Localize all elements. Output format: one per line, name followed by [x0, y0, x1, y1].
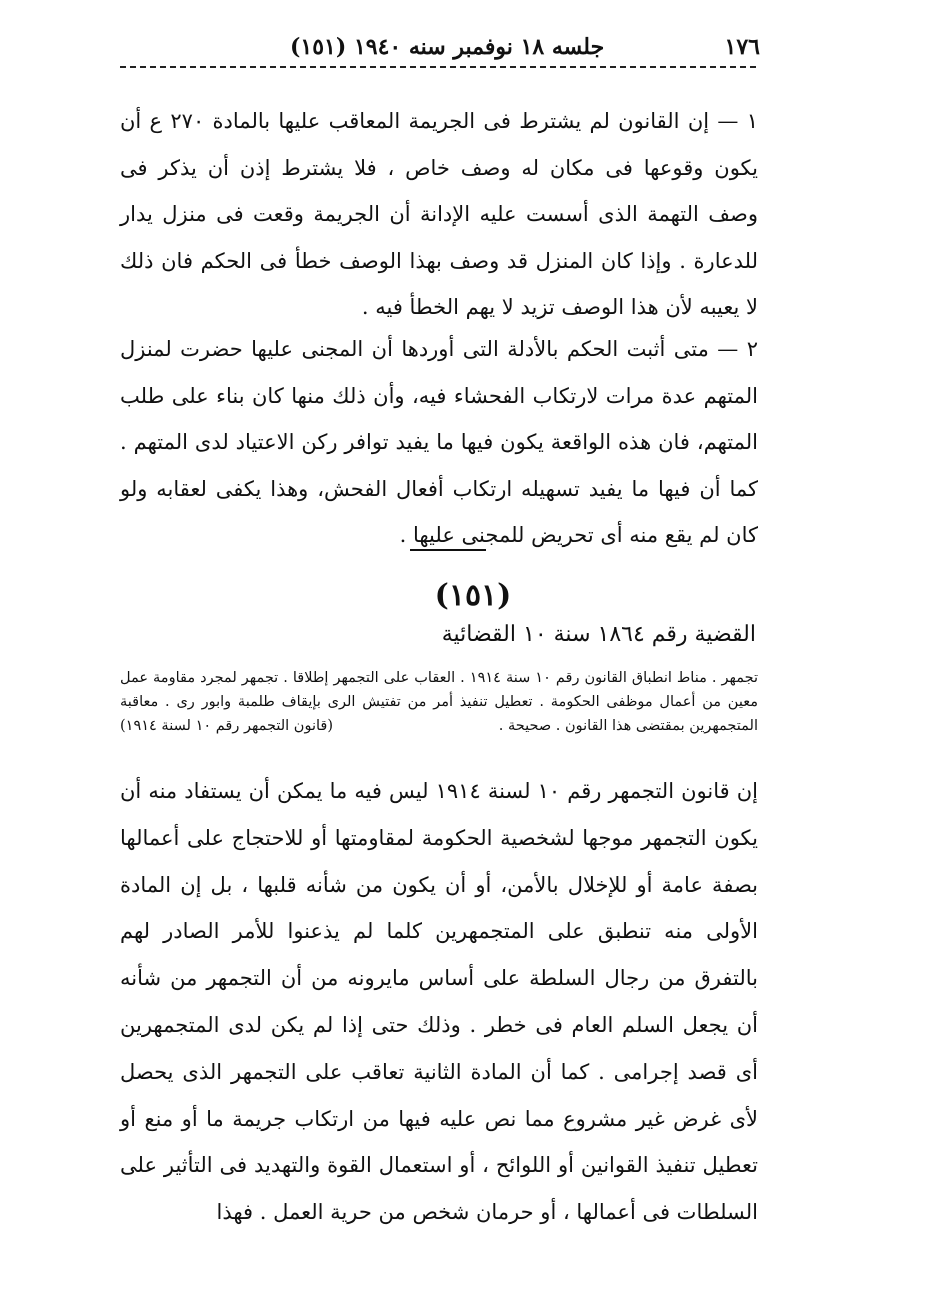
- case-reference: القضية رقم ١٨٦٤ سنة ١٠ القضائية: [441, 622, 756, 647]
- principle-1: [120, 98, 758, 331]
- section-separator: [410, 549, 486, 551]
- case-body: إن قانون التجمهر رقم ١٠ لسنة ١٩١٤ ليس فيه ما يمكن أن يستفاد منه أن يكون التجمهر موجها لشخصية الحكومة لمقاومتها أو للاحتجاج على أعمالها بصفة عامة أو للإخلال بالأمن، أو أن يكون من شأنه قلبها ، بل إن المادة الأولى منه تنطبق على المتجمهرين كلما لم يذعنوا للأمر الصادر لهم بالتفرق من رجال السلطة على أساس مايرونه من أن التجمهر من شأنه أن يجعل السلم العام فى خطر . وذلك حتى إذا لم يكن لدى المتجمهرين أى قصد إجرامى . كما أن المادة الثانية تعاقب على التجمهر الذى يحصل لأى غرض غير مشروع مما نص عليه فيها من ارتكاب جريمة ما أو منع أو تعطيل تنفيذ القوانين أو اللوائح ، أو استعمال القوة والتهديد فى التأثير على السلطات فى أعمالها ، أو حرمان شخص من حرية العمل . فهذا: [120, 779, 759, 1225]
- principle-2: [120, 326, 758, 559]
- header-divider: [120, 66, 756, 68]
- principle-1-number: ١ —: [717, 109, 758, 133]
- case-number: (١٥١): [434, 578, 512, 613]
- principle-2-text: متى أثبت الحكم بالأدلة التى أوردها أن المجنى عليها حضرت لمنزل المتهم عدة مرات لارتكاب الفحشاء فيه، وأن ذلك منها كان بناء على طلب المتهم، فان هذه الواقعة يكون فيها ما يفيد توافر ركن الاعتياد لدى المتهم . كما أن فيها ما يفيد تسهيله ارتكاب أفعال الفحش، وهذا يكفى لعقابه ولو كان لم يقع منه أى تحريض للمجنى عليها .: [120, 337, 758, 547]
- principle-1-text: إن القانون لم يشترط فى الجريمة المعاقب عليها بالمادة ٢٧٠ ع أن يكون وقوعها فى مكان له وصف خاص ، فلا يشترط إذن أن يذكر فى وصف التهمة الذى أسست عليه الإدانة أن الجريمة وقعت فى منزل يدار للدعارة . وإذا كان المنزل قد وصف بهذا الوصف خطأ فى الحكم فان ذلك لا يعيبه لأن هذا الوصف تزيد لا يهم الخطأ فيه .: [120, 109, 758, 319]
- page-number: ١٧٦: [724, 34, 760, 60]
- page-header: [290, 30, 760, 64]
- summary-citation: (قانون التجمهر رقم ١٠ لسنة ١٩١٤): [120, 718, 333, 734]
- case-summary: [120, 666, 758, 738]
- running-title: جلسه ١٨ نوفمبر سنه ١٩٤٠ (١٥١): [290, 34, 605, 60]
- summary-text: تجمهر . مناط انطباق القانون رقم ١٠ سنة ١٩١٤ . العقاب على التجمهر إطلاقا . تجمهر لمجرد مقاومة عمل معين من أعمال موظفى الحكومة . تعطيل تنفيذ أمر من تفتيش الرى بإيقاف طلمبة وابور رى . معاقبة المتجمهرين بمقتضى هذا القانون . صحيحة .: [120, 670, 758, 734]
- principle-2-number: ٢ —: [717, 337, 758, 361]
